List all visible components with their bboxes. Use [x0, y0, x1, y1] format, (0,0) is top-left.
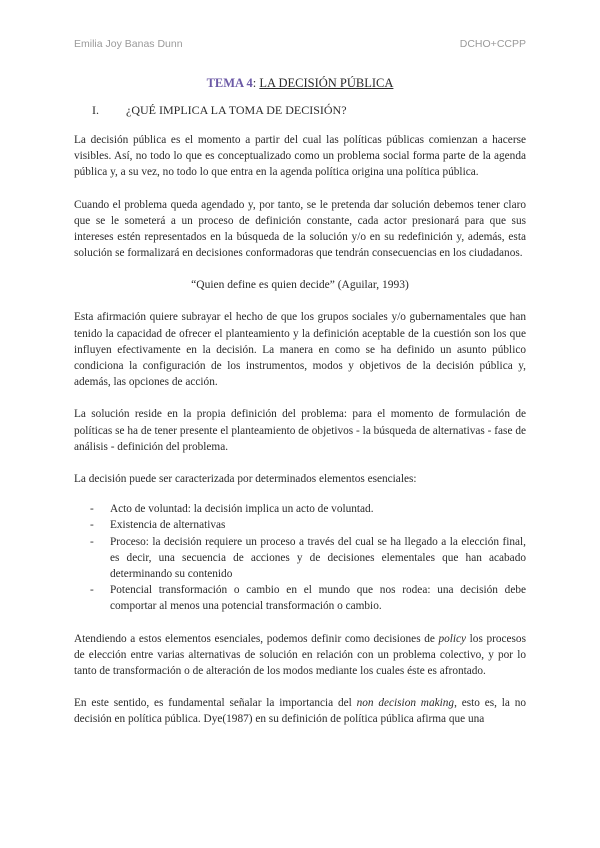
paragraph: En este sentido, es fundamental señalar la importancia del non decision making, esto es, la no decisión en política pública. Dye(1987) en su definición de política pública afirma que una: [74, 697, 526, 726]
list-bullet: -: [90, 535, 94, 548]
quote: “Quien define es quien decide” (Aguilar, 1993): [191, 279, 409, 292]
list-bullet: -: [90, 584, 94, 597]
section-title: ¿QUÉ IMPLICA LA TOMA DE DECISIÓN?: [126, 103, 347, 117]
list-bullet: -: [90, 503, 94, 516]
paragraph: La decisión pública es el momento a partir del cual las políticas públicas comienzan a hacerse visibles. Así, no todo lo que es conceptualizado como un problema social forma parte de la agenda pública y, a su vez, no todo lo que entra en la agenda política origina una política pública.: [74, 134, 526, 179]
section-heading: [74, 103, 526, 118]
running-header: [74, 0, 526, 50]
section-number: I.: [92, 103, 99, 117]
paragraph: Atendiendo a estos elementos esenciales, podemos definir como decisiones de policy los procesos de elección entre varias alternativas de solución en relación con un problema colectivo, y por lo tanto de transformación o de alteración de los modos mediante los cuales éste es afrontado.: [74, 632, 526, 678]
list-bullet: -: [90, 519, 94, 532]
author-name: Emilia Joy Banas Dunn: [74, 38, 183, 50]
paragraph: La solución reside en la propia definición del problema: para el momento de formulación de políticas se ha de tener presente el planteamiento de objetivos - la búsqueda de alternativas - fase de análisis - definición del problema.: [74, 408, 526, 453]
list-item: - Existencia de alternativas: [90, 517, 526, 533]
paragraph: Esta afirmación quiere subrayar el hecho de que los grupos sociales y/o gubernamentales que han tenido la capacidad de ofrecer el planteamiento y la definición aceptable de la cuestión son los que influyen efectivamente en la decisión. La manera en como se ha definido un asunto público condiciona la configuración de los instrumentos, modos y objetivos de la decisión pública y, además, las opciones de acción.: [74, 311, 526, 389]
paragraph: La decisión puede ser caracterizada por determinados elementos esenciales:: [74, 473, 417, 486]
chapter-number: TEMA 4: [206, 76, 253, 90]
list-item: - Acto de voluntad: la decisión implica un acto de voluntad.: [90, 501, 526, 517]
chapter-title: [74, 75, 526, 91]
course-code: DCHO+CCPP: [459, 38, 526, 50]
italic-term: non decision making: [356, 697, 455, 710]
list-item: - Potencial transformación o cambio en el mundo que nos rodea: una decisión debe comportar al menos una potencial transformación o cambio.: [90, 582, 526, 614]
list-item: - Proceso: la decisión requiere un proceso a través del cual se ha llegado a la elección final, es decir, una secuencia de acciones y de decisiones elementales que han acabado determinando su contenido: [90, 534, 526, 583]
italic-term: policy: [438, 632, 467, 645]
paragraph: Cuando el problema queda agendado y, por tanto, se le pretenda dar solución debemos tener claro que se le someterá a un proceso de definición constante, cada actor presionará para que sus intereses estén representados en la búsqueda de la solución y/o en su redefinición y, además, esta solución se formalizará en decisiones conformadoras que tendrán consecuencias en los ciudadanos.: [74, 198, 526, 260]
elements-list: [74, 501, 526, 614]
chapter-name: LA DECISIÓN PÚBLICA: [259, 76, 394, 90]
title-separator: :: [252, 76, 260, 90]
